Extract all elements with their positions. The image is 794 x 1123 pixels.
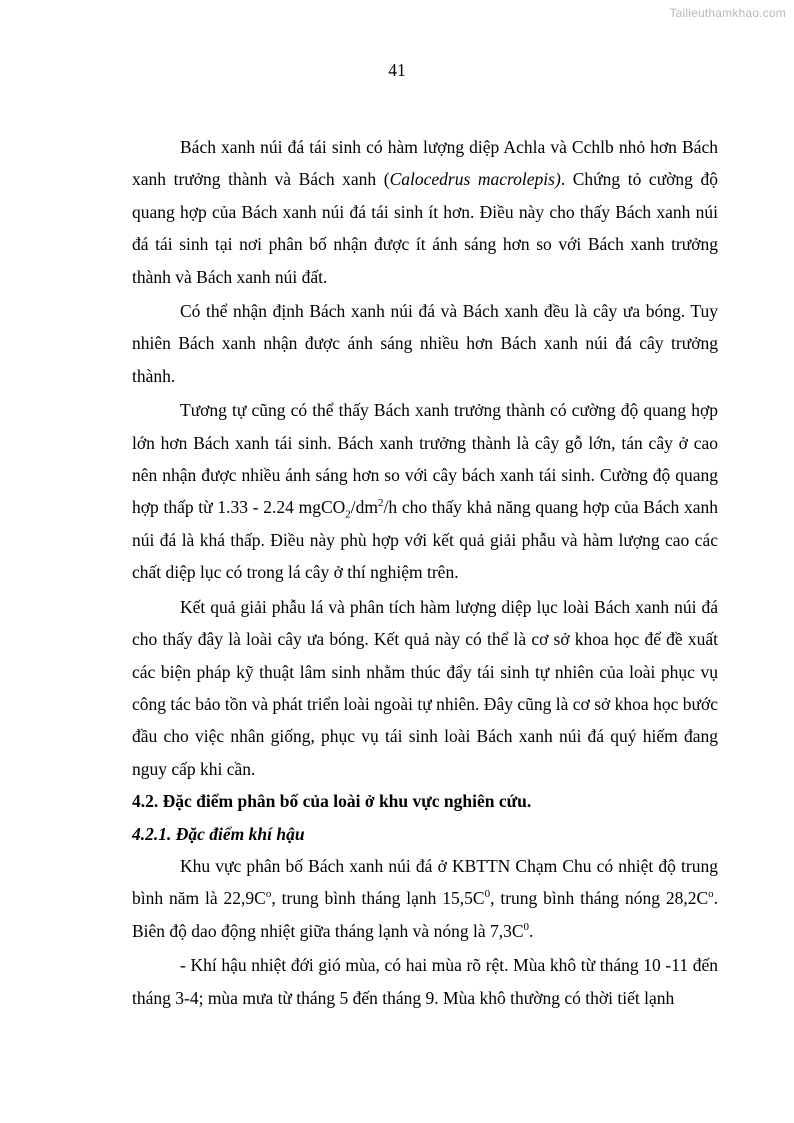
paragraph-5 bbox=[132, 850, 718, 947]
paragraph-6: - Khí hậu nhiệt đới gió mùa, có hai mùa rõ rệt. Mùa khô từ tháng 10 -11 đến tháng 3-4; mùa mưa từ tháng 5 đến tháng 9. Mùa khô thường có thời tiết lạnh bbox=[132, 955, 718, 1008]
subscript: 2 bbox=[345, 508, 351, 521]
text: . Biên độ dao động nhiệt giữa tháng lạnh và nóng là 7,3C bbox=[132, 888, 719, 941]
superscript: o bbox=[708, 888, 714, 901]
text: , trung bình tháng lạnh 15,5C bbox=[271, 888, 485, 909]
text: Bách xanh núi đá tái sinh có hàm lượng diệp Achla và Cchlb nhỏ hơn Bách xanh trưởng thành và Bách xanh ( bbox=[132, 137, 718, 190]
subsection-heading: 4.2.1. Đặc điểm khí hậu bbox=[132, 823, 305, 844]
page-number: 41 bbox=[388, 60, 406, 80]
superscript: 0 bbox=[484, 888, 491, 901]
superscript: o bbox=[265, 888, 272, 901]
paragraph-3 bbox=[132, 394, 718, 588]
text: /dm bbox=[350, 497, 378, 518]
text: . Chứng tỏ cường độ quang hợp của Bách xanh núi đá tái sinh ít hơn. Điều này cho thấy Bách xanh núi đá tái sinh tại nơi phân bố nhận được ít ánh sáng hơn so với Bách xanh trưởng thành và Bách xanh núi đất. bbox=[132, 169, 719, 287]
paragraph-4: Kết quả giải phẫu lá và phân tích hàm lượng diệp lục loài Bách xanh núi đá cho thấy đây là loài cây ưa bóng. Kết quả này có thể là cơ sở khoa học để đề xuất các biện pháp kỹ thuật lâm sinh nhằm thúc đẩy tái sinh tự nhiên của loài phục vụ công tác bảo tồn và phát triển loài ngoài tự nhiên. Đây cũng là cơ sở khoa học bước đầu cho việc nhân giống, phục vụ tái sinh loài Bách xanh núi đá quý hiếm đang nguy cấp khi cần. bbox=[132, 596, 718, 779]
text: . bbox=[529, 920, 534, 941]
text: /h cho thấy khả năng quang hợp của Bách xanh núi đá là khá thấp. Điều này phù hợp với kết quả giải phẫu và hàm lượng cao các chất diệp lục có trong lá cây ở thí nghiệm trên. bbox=[132, 497, 718, 583]
text: , trung bình tháng nóng 28,2C bbox=[490, 888, 709, 909]
scientific-name: Calocedrus macrolepis) bbox=[389, 169, 561, 190]
superscript: 0 bbox=[523, 920, 530, 933]
paragraph-1 bbox=[132, 131, 718, 293]
text: Tương tự cũng có thể thấy Bách xanh trưởng thành có cường độ quang hợp lớn hơn Bách xanh tái sinh. Bách xanh trưởng thành là cây gỗ lớn, tán cây ở cao nên nhận được nhiều ánh sáng hơn so với cây bách xanh tái sinh. Cường độ quang hợp thấp từ 1.33 - 2.24 mgCO bbox=[132, 400, 718, 518]
paragraph-2: Có thể nhận định Bách xanh núi đá và Bách xanh đều là cây ưa bóng. Tuy nhiên Bách xanh nhận được ánh sáng nhiều hơn Bách xanh núi đá cây trưởng thành. bbox=[132, 301, 718, 386]
superscript: 2 bbox=[378, 497, 384, 510]
text: Khu vực phân bố Bách xanh núi đá ở KBTTN Chạm Chu có nhiệt độ trung bình năm là 22,9C bbox=[132, 855, 718, 909]
section-heading: 4.2. Đặc điểm phân bố của loài ở khu vực nghiên cứu. bbox=[132, 791, 532, 812]
document-body bbox=[132, 131, 718, 1014]
watermark: Tailieuthamkhao.com bbox=[669, 6, 786, 20]
